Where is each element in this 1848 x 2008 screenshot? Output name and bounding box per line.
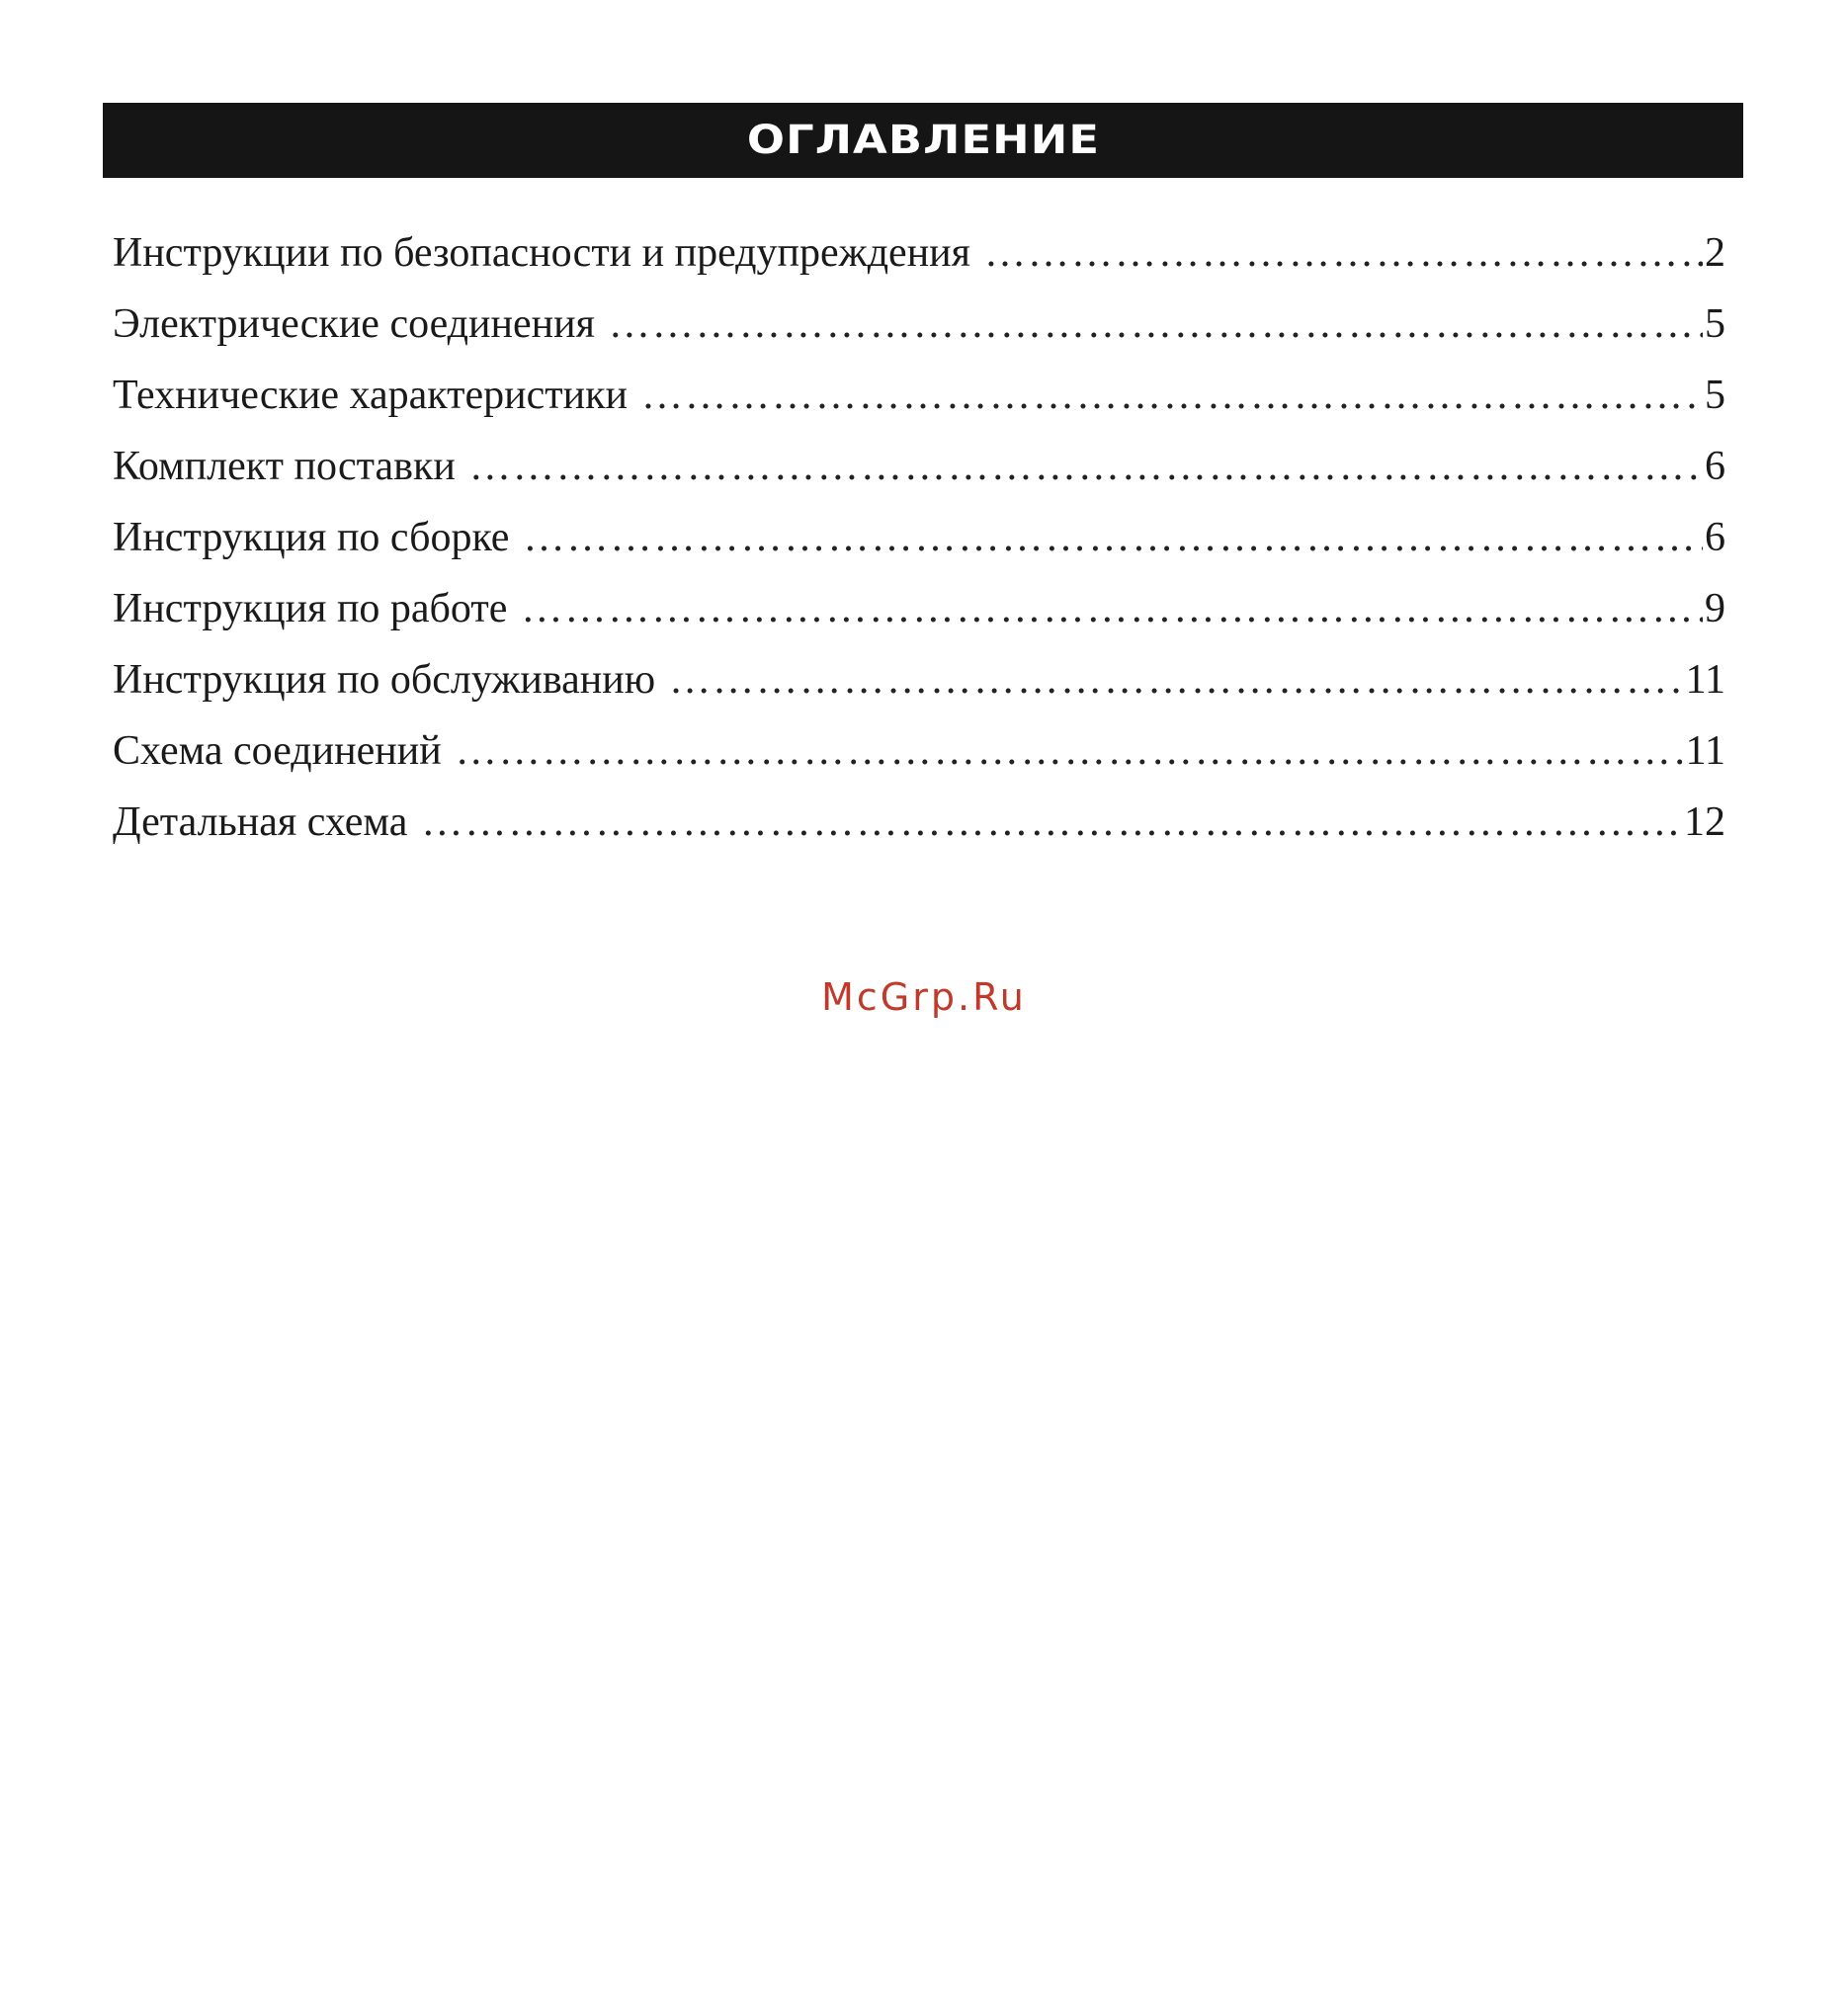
toc-dot-leader (984, 217, 1703, 289)
toc-entry-operation[interactable] (113, 573, 1725, 644)
table-of-contents (113, 217, 1725, 858)
toc-entry-page: 12 (1684, 799, 1725, 845)
toc-entry-wiring[interactable] (113, 715, 1725, 787)
toc-entry-page: 5 (1705, 373, 1725, 418)
toc-entry-title: Инструкция по работе (113, 586, 508, 631)
toc-dot-leader (456, 715, 1684, 787)
toc-dot-leader (521, 573, 1703, 644)
toc-entry-package[interactable] (113, 431, 1725, 502)
toc-entry-title: Инструкция по сборке (113, 515, 510, 560)
toc-entry-title: Инструкции по безопасности и предупреждения (113, 230, 970, 276)
toc-heading: ОГЛАВЛЕНИЕ (746, 118, 1100, 163)
toc-entry-page: 9 (1705, 586, 1725, 631)
toc-entry-electrical[interactable] (113, 289, 1725, 360)
toc-entry-page: 11 (1685, 657, 1725, 703)
toc-entry-title: Электрические соединения (113, 301, 595, 347)
toc-dot-leader (609, 289, 1703, 360)
toc-entry-maintenance[interactable] (113, 644, 1725, 715)
toc-entry-page: 11 (1685, 728, 1725, 774)
toc-dot-leader (669, 644, 1683, 715)
toc-header-bar (103, 103, 1743, 178)
toc-dot-leader (641, 360, 1703, 431)
toc-entry-page: 6 (1705, 444, 1725, 489)
toc-entry-safety[interactable] (113, 217, 1725, 289)
watermark-text: McGrp.Ru (821, 975, 1027, 1019)
toc-entry-specs[interactable] (113, 360, 1725, 431)
toc-entry-page: 5 (1705, 301, 1725, 347)
toc-dot-leader (469, 431, 1703, 502)
toc-entry-title: Инструкция по обслуживанию (113, 657, 656, 703)
toc-entry-assembly[interactable] (113, 502, 1725, 573)
toc-entry-title: Детальная схема (113, 799, 408, 845)
toc-dot-leader (523, 502, 1703, 573)
toc-entry-title: Схема соединений (113, 728, 442, 774)
toc-entry-page: 6 (1705, 515, 1725, 560)
toc-entry-page: 2 (1705, 230, 1725, 276)
toc-entry-title: Комплект поставки (113, 444, 456, 489)
toc-dot-leader (421, 787, 1682, 858)
toc-entry-title: Технические характеристики (113, 373, 628, 418)
toc-entry-exploded-view[interactable] (113, 787, 1725, 858)
